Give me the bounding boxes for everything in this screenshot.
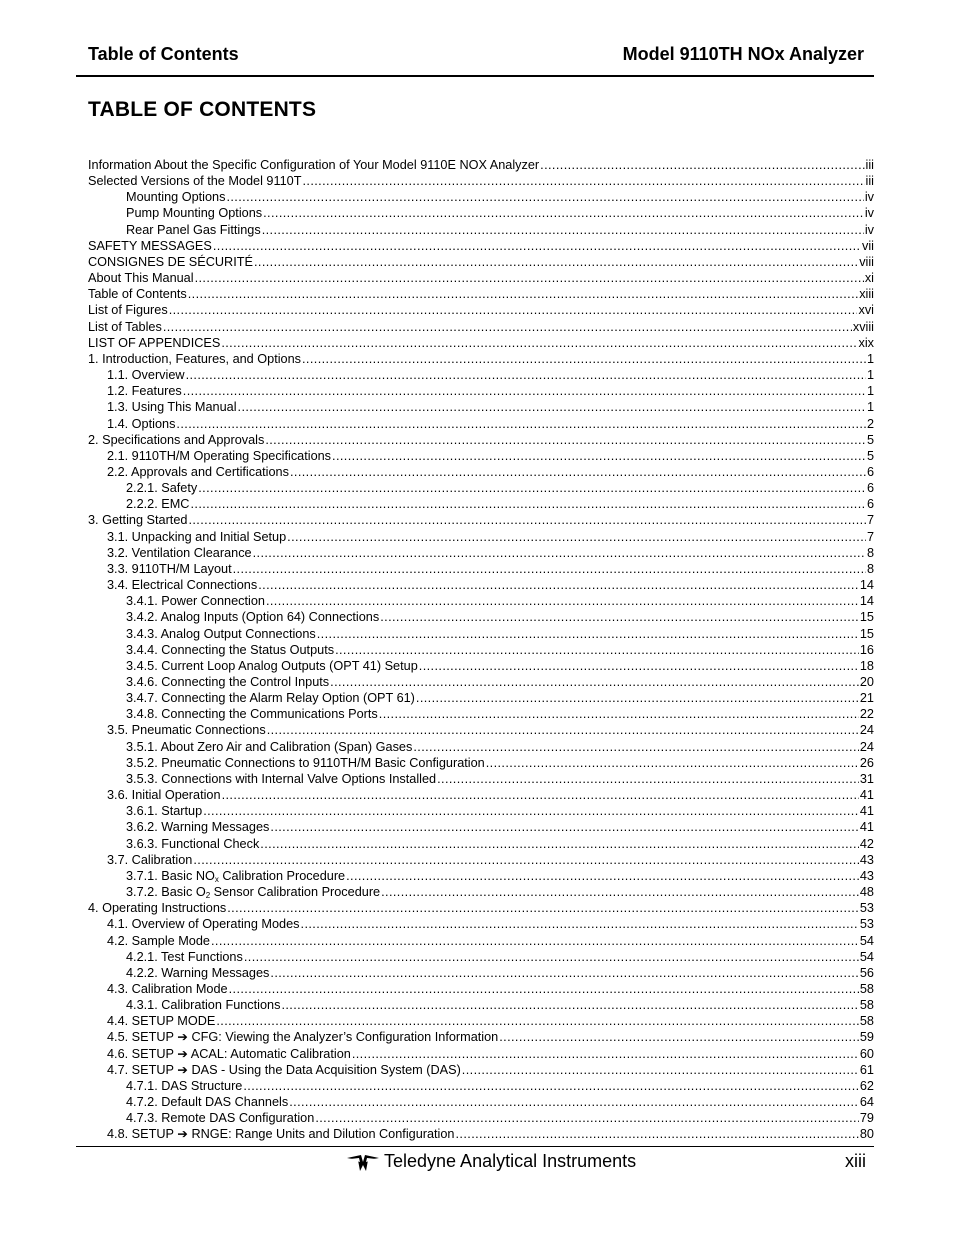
toc-entry[interactable] [88, 529, 874, 545]
toc-page-number: 31 [859, 771, 874, 786]
toc-dot-leader [163, 319, 852, 335]
toc-entry-title: About This Manual [88, 271, 194, 286]
toc-dot-leader [499, 1029, 859, 1045]
toc-page-number: 61 [859, 1062, 874, 1077]
toc-dot-leader [169, 302, 858, 318]
toc-dot-leader [413, 739, 859, 755]
toc-dot-leader [193, 852, 859, 868]
toc-page-number: 5 [866, 448, 874, 463]
toc-page-number: 14 [859, 578, 874, 593]
toc-dot-leader [183, 383, 866, 399]
toc-entry[interactable] [88, 286, 874, 302]
toc-entry[interactable] [88, 561, 874, 577]
toc-entry-title: 3.4.6. Connecting the Control Inputs [126, 675, 330, 689]
toc-entry[interactable] [88, 157, 874, 173]
toc-entry-title: 3.4.4. Connecting the Status Outputs [126, 642, 335, 657]
toc-entry-title: 3.5.3. Connections with Internal Valve Options Installed [126, 771, 437, 786]
toc-entry[interactable] [88, 836, 874, 852]
toc-entry[interactable] [88, 383, 874, 399]
toc-page-number: iv [864, 206, 874, 221]
toc-entry[interactable] [88, 965, 874, 981]
header-model-title: Model 9110TH NOx Analyzer [622, 44, 864, 64]
toc-dot-leader [229, 981, 859, 997]
toc-page-number: xi [864, 271, 874, 286]
toc-dot-leader [301, 916, 859, 932]
toc-page-number: 43 [859, 868, 874, 883]
toc-dot-leader [456, 1126, 859, 1142]
header-section-title: Table of Contents [88, 44, 239, 64]
header-rule [76, 75, 874, 77]
toc-entry[interactable] [88, 900, 874, 916]
toc-page-number: 41 [859, 788, 874, 803]
toc-entry-title: Table of Contents [88, 287, 187, 302]
toc-page-number: 14 [859, 594, 874, 609]
toc-entry-title: 4.3. Calibration Mode [107, 981, 228, 996]
toc-entry[interactable] [88, 1110, 874, 1126]
toc-page-number: 41 [859, 820, 874, 835]
toc-page-number: 22 [859, 707, 874, 722]
toc-page-number: 1 [866, 351, 874, 366]
page-title: TABLE OF CONTENTS [88, 98, 317, 121]
toc-dot-leader [290, 464, 866, 480]
toc-entry-title: 3.6. Initial Operation [107, 788, 221, 803]
toc-entry-title: 2.2. Approvals and Certifications [107, 464, 289, 479]
toc-entry-title: LIST OF APPENDICES [88, 335, 221, 350]
toc-entry-title: 4.2.1. Test Functions [126, 949, 243, 964]
toc-entry[interactable] [88, 545, 874, 561]
toc-page-number: 6 [866, 464, 874, 479]
toc-dot-leader [330, 674, 859, 690]
toc-page-number: iii [865, 174, 874, 189]
toc-entry[interactable] [88, 302, 874, 318]
toc-dot-leader [540, 157, 864, 173]
toc-entry-title: Mounting Options [126, 190, 226, 205]
toc-dot-leader [270, 819, 858, 835]
toc-entry-title: 1.4. Options [107, 416, 176, 431]
toc-entry-title: 3.3. 9110TH/M Layout [107, 561, 232, 576]
toc-page-number: 41 [859, 804, 874, 819]
toc-dot-leader [267, 722, 859, 738]
toc-page-number: 80 [859, 1127, 874, 1142]
toc-entry-title: 3.7.2. Basic $O_2$ Sensor Calibration Procedure [126, 885, 381, 901]
toc-entry-title: 1. Introduction, Features, and Options [88, 351, 301, 366]
toc-dot-leader [213, 238, 861, 254]
toc-page-number: 62 [859, 1078, 874, 1093]
toc-entry-title: Rear Panel Gas Fittings [126, 222, 261, 237]
toc-entry[interactable] [88, 512, 874, 528]
toc-entry-title: 2.2.1. Safety [126, 481, 198, 496]
toc-page-number: 48 [859, 885, 874, 900]
toc-dot-leader [332, 448, 866, 464]
toc-entry-title: 4.7. SETUP ➔ DAS - Using the Data Acquisition System (DAS) [107, 1062, 461, 1077]
toc-entry[interactable] [88, 496, 874, 512]
toc-page-number: xiii [859, 287, 874, 302]
toc-page-number: 6 [866, 481, 874, 496]
toc-page-number: 53 [859, 901, 874, 916]
toc-entry-title: 4.7.1. DAS Structure [126, 1078, 243, 1093]
toc-dot-leader [244, 949, 859, 965]
toc-dot-leader [188, 286, 858, 302]
toc-entry[interactable] [88, 432, 874, 448]
toc-entry[interactable] [88, 706, 874, 722]
footer-page-number: xiii [845, 1151, 866, 1171]
toc-page-number: xviii [852, 319, 874, 334]
toc-entry[interactable] [88, 674, 874, 690]
footer-rule [76, 1146, 874, 1147]
toc-dot-leader [258, 577, 859, 593]
footer-company: Teledyne Analytical Instruments [384, 1151, 637, 1171]
toc-dot-leader [263, 205, 864, 221]
toc-entry-title: 3.5.1. About Zero Air and Calibration (Span) Gases [126, 739, 413, 754]
toc-entry-title: 4.7.2. Default DAS Channels [126, 1095, 289, 1110]
toc-entry[interactable] [88, 884, 874, 900]
toc-page-number: viii [859, 254, 874, 269]
toc-entry[interactable] [88, 949, 874, 965]
toc-entry-title: 3.4.7. Connecting the Alarm Relay Option (OPT 61) [126, 691, 415, 706]
toc-dot-leader [462, 1062, 859, 1078]
toc-page-number: 56 [859, 965, 874, 980]
toc-dot-leader [302, 351, 866, 367]
toc-page-number: 1 [866, 400, 874, 415]
toc-entry-title: List of Tables [88, 319, 162, 334]
toc-entry-title: 4.3.1. Calibration Functions [126, 998, 281, 1013]
toc-entry[interactable] [88, 238, 874, 254]
toc-entry[interactable] [88, 464, 874, 480]
toc-entry-title: 4.5. SETUP ➔ CFG: Viewing the Analyzer’s Configuration Information [107, 1030, 499, 1045]
toc-entry[interactable] [88, 722, 874, 738]
toc-page-number: 1 [866, 368, 874, 383]
toc-page-number: 79 [859, 1111, 874, 1126]
toc-page-number: iv [864, 190, 874, 205]
toc-dot-leader [289, 1094, 859, 1110]
toc-dot-leader [352, 1046, 859, 1062]
toc-dot-leader [188, 512, 865, 528]
toc-dot-leader [211, 933, 859, 949]
toc-entry-title: 3.4.8. Connecting the Communications Ports [126, 707, 378, 722]
toc-entry-title: 3.6.3. Functional Check [126, 836, 260, 851]
toc-dot-leader [419, 658, 859, 674]
toc-entry-title: 4.1. Overview of Operating Modes [107, 917, 300, 932]
toc-entry-title: 3.1. Unpacking and Initial Setup [107, 529, 287, 544]
toc-entry[interactable] [88, 254, 874, 270]
toc-entry[interactable] [88, 448, 874, 464]
toc-dot-leader [317, 626, 859, 642]
toc-dot-leader [265, 432, 866, 448]
toc-entry[interactable] [88, 480, 874, 496]
toc-dot-leader [198, 480, 866, 496]
toc-page-number: 8 [866, 545, 874, 560]
toc-entry[interactable] [88, 1126, 874, 1142]
toc-entry-title: 3.4.5. Current Loop Analog Outputs (OPT 41) Setup [126, 658, 418, 673]
toc-entry-title: 1.2. Features [107, 384, 182, 399]
toc-entry-title: 3.6.1. Startup [126, 804, 203, 819]
toc-entry-title: 3.5.2. Pneumatic Connections to 9110TH/M Basic Configuration [126, 755, 485, 770]
toc-entry[interactable] [88, 189, 874, 205]
toc-entry-title: 4.2. Sample Mode [107, 933, 210, 948]
toc-entry[interactable] [88, 173, 874, 189]
toc-dot-leader [253, 545, 866, 561]
toc-entry[interactable] [88, 642, 874, 658]
toc-entry-title: 3.4.2. Analog Inputs (Option 64) Connections [126, 610, 380, 625]
toc-entry-title: SAFETY MESSAGES [88, 238, 212, 253]
toc-entry[interactable] [88, 416, 874, 432]
toc-entry-title: 4.7.3. Remote DAS Configuration [126, 1111, 315, 1126]
toc-page-number: 58 [859, 998, 874, 1013]
toc-page-number: 1 [866, 384, 874, 399]
toc-page-number: 60 [859, 1046, 874, 1061]
toc-entry[interactable] [88, 868, 874, 884]
toc-entry[interactable] [88, 626, 874, 642]
toc-dot-leader [227, 900, 859, 916]
toc-entry-title: Pump Mounting Options [126, 206, 263, 221]
toc-page-number: 54 [859, 933, 874, 948]
toc-entry[interactable] [88, 997, 874, 1013]
toc-dot-leader [238, 399, 866, 415]
toc-entry[interactable] [88, 351, 874, 367]
toc-entry-title: 3.2. Ventilation Clearance [107, 545, 252, 560]
toc-dot-leader [221, 335, 857, 351]
toc-page-number: 2 [866, 416, 874, 431]
toc-entry[interactable] [88, 319, 874, 335]
toc-entry[interactable] [88, 1013, 874, 1029]
teledyne-logo-icon [346, 1153, 380, 1173]
toc-entry-title: 3.4. Electrical Connections [107, 578, 258, 593]
toc-page-number: 20 [859, 675, 874, 689]
toc-entry-title: 3. Getting Started [88, 513, 188, 528]
toc-page-number: vii [862, 238, 874, 253]
toc-page-number: 18 [859, 658, 874, 673]
toc-page-number: iv [864, 222, 874, 237]
toc-entry[interactable] [88, 1062, 874, 1078]
toc-dot-leader [260, 836, 859, 852]
toc-entry-title: 3.6.2. Warning Messages [126, 820, 270, 835]
toc-entry-title: 2.1. 9110TH/M Operating Specifications [107, 448, 332, 463]
toc-entry-title: 4.4. SETUP MODE [107, 1014, 216, 1029]
toc-list [88, 157, 874, 1143]
toc-entry[interactable] [88, 755, 874, 771]
toc-entry[interactable] [88, 803, 874, 819]
toc-page-number: xix [858, 335, 874, 350]
toc-entry-title: 3.7. Calibration [107, 852, 193, 867]
toc-page-number: 53 [859, 917, 874, 932]
toc-entry-title: 4.2.2. Warning Messages [126, 965, 270, 980]
toc-entry-title: 2.2.2. EMC [126, 497, 190, 512]
toc-entry[interactable] [88, 981, 874, 997]
toc-dot-leader [186, 367, 866, 383]
toc-page-number: 58 [859, 1014, 874, 1029]
toc-page-number: 7 [866, 513, 874, 528]
toc-dot-leader [190, 496, 865, 512]
toc-entry[interactable] [88, 1078, 874, 1094]
toc-entry-title: CONSIGNES DE SÉCURITÉ [88, 254, 253, 269]
toc-dot-leader [270, 965, 858, 981]
toc-entry[interactable] [88, 771, 874, 787]
toc-page-number: 43 [859, 852, 874, 867]
toc-entry-title: 3.4.3. Analog Output Connections [126, 626, 316, 641]
toc-dot-leader [233, 561, 866, 577]
toc-entry-title: 1.3. Using This Manual [107, 400, 237, 415]
toc-dot-leader [381, 884, 859, 900]
toc-entry-title: 4.6. SETUP ➔ ACAL: Automatic Calibration [107, 1046, 351, 1061]
toc-page-number: 15 [859, 626, 874, 641]
toc-dot-leader [335, 642, 859, 658]
toc-dot-leader [266, 593, 859, 609]
toc-entry-title: Information About the Specific Configuration of Your Model 9110E NOX Analyzer [88, 158, 540, 172]
toc-entry-title: 4. Operating Instructions [88, 901, 227, 916]
page-footer [76, 1150, 874, 1176]
toc-entry[interactable] [88, 690, 874, 706]
toc-dot-leader [195, 270, 864, 286]
toc-entry[interactable] [88, 1046, 874, 1062]
toc-entry[interactable] [88, 399, 874, 415]
toc-dot-leader [226, 189, 863, 205]
toc-page-number: 5 [866, 432, 874, 447]
toc-entry-title: 4.8. SETUP ➔ RNGE: Range Units and Dilution Configuration [107, 1127, 455, 1142]
toc-dot-leader [287, 529, 866, 545]
toc-dot-leader [437, 771, 859, 787]
toc-dot-leader [346, 868, 859, 884]
toc-entry[interactable] [88, 852, 874, 868]
toc-page-number: 24 [859, 739, 874, 754]
toc-page-number: iii [865, 158, 874, 172]
toc-page-number: xvi [858, 303, 874, 318]
toc-page-number: 8 [866, 561, 874, 576]
toc-entry[interactable] [88, 335, 874, 351]
toc-page-number: 54 [859, 949, 874, 964]
toc-entry[interactable] [88, 367, 874, 383]
toc-dot-leader [302, 173, 864, 189]
toc-dot-leader [380, 609, 859, 625]
toc-entry[interactable] [88, 916, 874, 932]
toc-dot-leader [176, 416, 866, 432]
toc-entry-title: List of Figures [88, 303, 168, 318]
toc-dot-leader [254, 254, 858, 270]
toc-dot-leader [243, 1078, 859, 1094]
page-header [88, 44, 874, 66]
toc-entry[interactable] [88, 787, 874, 803]
toc-page-number: 7 [866, 529, 874, 544]
toc-entry[interactable] [88, 1029, 874, 1045]
toc-entry[interactable] [88, 933, 874, 949]
toc-entry[interactable] [88, 222, 874, 238]
toc-entry[interactable] [88, 593, 874, 609]
toc-page-number: 26 [859, 755, 874, 770]
toc-entry-title: 3.4.1. Power Connection [126, 594, 265, 609]
toc-dot-leader [262, 222, 864, 238]
toc-page-number: 15 [859, 610, 874, 625]
toc-page-number: 58 [859, 981, 874, 996]
toc-entry-title: Selected Versions of the Model 9110T [88, 174, 302, 189]
toc-dot-leader [315, 1110, 859, 1126]
toc-page-number: 21 [859, 691, 874, 706]
toc-entry[interactable] [88, 739, 874, 755]
toc-page-number: 16 [859, 642, 874, 657]
toc-dot-leader [216, 1013, 859, 1029]
toc-entry[interactable] [88, 270, 874, 286]
toc-entry[interactable] [88, 609, 874, 625]
toc-entry-title: 2. Specifications and Approvals [88, 432, 265, 447]
toc-entry[interactable] [88, 205, 874, 221]
toc-page-number: 42 [859, 836, 874, 851]
toc-entry-title: 3.7.1. Basic $NO_x$ Calibration Procedure [126, 868, 346, 884]
toc-entry[interactable] [88, 819, 874, 835]
toc-dot-leader [203, 803, 859, 819]
toc-page-number: 6 [866, 497, 874, 512]
toc-entry[interactable] [88, 658, 874, 674]
toc-dot-leader [281, 997, 858, 1013]
toc-entry-title: 3.5. Pneumatic Connections [107, 723, 266, 738]
toc-dot-leader [486, 755, 859, 771]
toc-page-number: 24 [859, 723, 874, 738]
toc-entry[interactable] [88, 1094, 874, 1110]
toc-dot-leader [379, 706, 859, 722]
toc-dot-leader [416, 690, 859, 706]
toc-page-number: 64 [859, 1095, 874, 1110]
toc-entry-title: 1.1. Overview [107, 368, 185, 383]
toc-entry[interactable] [88, 577, 874, 593]
toc-dot-leader [222, 787, 859, 803]
toc-page-number: 59 [859, 1030, 874, 1045]
